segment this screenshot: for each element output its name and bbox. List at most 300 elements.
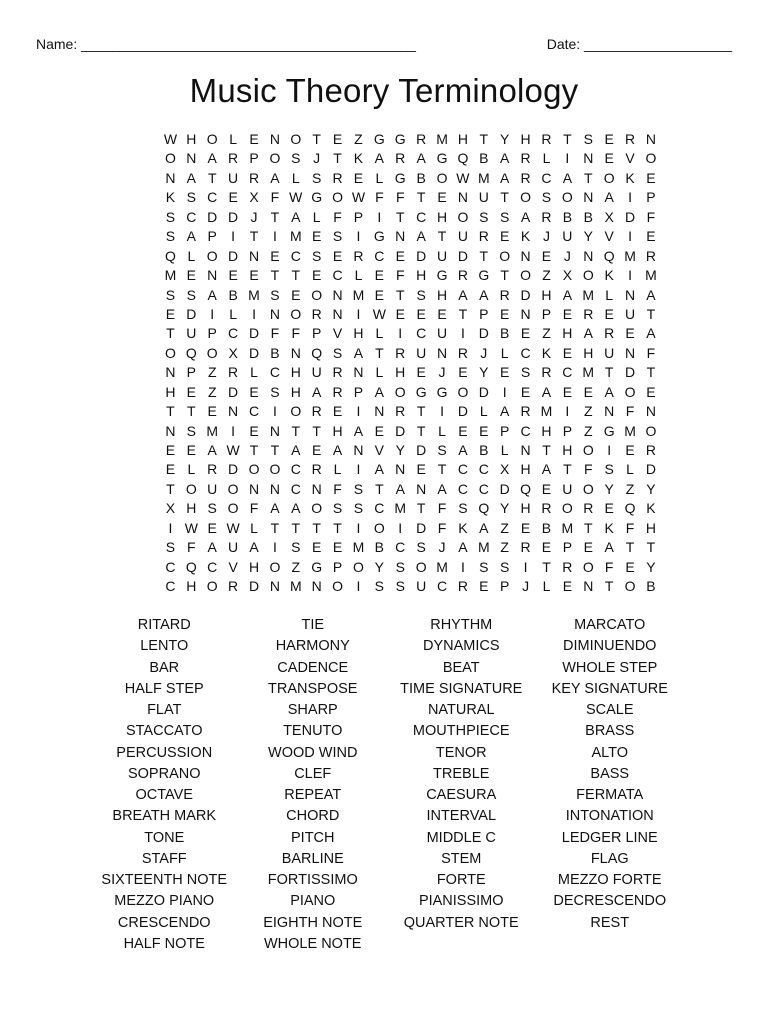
- grid-letter[interactable]: L: [542, 150, 551, 167]
- grid-letter[interactable]: S: [479, 558, 489, 575]
- grid-letter[interactable]: D: [416, 247, 427, 264]
- grid-letter[interactable]: A: [604, 539, 614, 556]
- grid-letter[interactable]: H: [332, 422, 343, 439]
- grid-letter[interactable]: I: [565, 150, 570, 167]
- grid-letter[interactable]: D: [248, 325, 260, 342]
- grid-letter[interactable]: E: [500, 228, 510, 245]
- grid-letter[interactable]: C: [416, 208, 427, 225]
- grid-letter[interactable]: P: [207, 228, 217, 245]
- grid-letter[interactable]: T: [479, 247, 489, 264]
- grid-letter[interactable]: R: [395, 344, 406, 361]
- grid-letter[interactable]: S: [165, 228, 176, 245]
- grid-letter[interactable]: F: [395, 267, 405, 284]
- grid-letter[interactable]: E: [395, 247, 405, 264]
- grid-letter[interactable]: E: [374, 422, 385, 439]
- grid-letter[interactable]: S: [165, 208, 176, 225]
- grid-letter[interactable]: O: [520, 189, 532, 206]
- grid-letter[interactable]: L: [438, 422, 446, 439]
- grid-letter[interactable]: R: [248, 169, 260, 186]
- grid-letter[interactable]: U: [604, 344, 615, 361]
- grid-letter[interactable]: Q: [457, 150, 469, 167]
- grid-letter[interactable]: K: [458, 519, 468, 536]
- grid-letter[interactable]: Z: [291, 558, 301, 575]
- grid-letter[interactable]: N: [395, 461, 406, 478]
- grid-letter[interactable]: I: [356, 403, 361, 420]
- grid-letter[interactable]: I: [231, 422, 236, 439]
- grid-letter[interactable]: T: [542, 558, 551, 575]
- grid-letter[interactable]: E: [186, 383, 196, 400]
- grid-letter[interactable]: H: [645, 519, 656, 536]
- grid-letter[interactable]: O: [373, 519, 385, 536]
- grid-letter[interactable]: E: [374, 267, 385, 284]
- grid-letter[interactable]: S: [353, 480, 364, 497]
- grid-letter[interactable]: A: [270, 169, 280, 186]
- grid-letter[interactable]: U: [457, 228, 468, 245]
- grid-letter[interactable]: N: [416, 480, 427, 497]
- grid-letter[interactable]: D: [395, 422, 406, 439]
- grid-letter[interactable]: M: [164, 267, 177, 284]
- grid-letter[interactable]: D: [457, 403, 468, 420]
- grid-letter[interactable]: R: [583, 305, 594, 322]
- grid-letter[interactable]: J: [480, 344, 488, 361]
- grid-letter[interactable]: S: [416, 286, 426, 303]
- grid-letter[interactable]: O: [332, 189, 344, 206]
- grid-letter[interactable]: Q: [624, 500, 636, 517]
- grid-letter[interactable]: B: [374, 539, 385, 556]
- grid-letter[interactable]: L: [291, 169, 300, 186]
- grid-letter[interactable]: I: [252, 305, 256, 322]
- grid-letter[interactable]: N: [269, 480, 280, 497]
- grid-letter[interactable]: T: [479, 131, 489, 147]
- grid-letter[interactable]: E: [479, 422, 489, 439]
- grid-letter[interactable]: H: [520, 131, 531, 147]
- grid-letter[interactable]: E: [479, 578, 489, 595]
- grid-letter[interactable]: G: [436, 383, 448, 400]
- grid-letter[interactable]: S: [291, 150, 301, 167]
- grid-letter[interactable]: O: [248, 461, 260, 478]
- grid-letter[interactable]: N: [248, 247, 260, 264]
- grid-letter[interactable]: E: [562, 305, 573, 322]
- grid-letter[interactable]: S: [270, 286, 280, 303]
- grid-letter[interactable]: X: [249, 189, 259, 206]
- grid-letter[interactable]: Z: [354, 131, 363, 147]
- grid-letter[interactable]: W: [184, 519, 198, 536]
- grid-letter[interactable]: Z: [207, 364, 217, 381]
- grid-letter[interactable]: M: [206, 422, 219, 439]
- grid-letter[interactable]: H: [248, 558, 260, 575]
- grid-letter[interactable]: E: [353, 169, 364, 186]
- grid-letter[interactable]: D: [624, 208, 636, 225]
- grid-letter[interactable]: U: [416, 344, 427, 361]
- grid-letter[interactable]: E: [625, 558, 635, 575]
- grid-letter[interactable]: L: [187, 247, 196, 264]
- grid-letter[interactable]: F: [333, 208, 342, 225]
- grid-letter[interactable]: E: [374, 286, 385, 303]
- grid-letter[interactable]: T: [166, 325, 175, 342]
- grid-letter[interactable]: E: [500, 305, 510, 322]
- grid-letter[interactable]: E: [646, 169, 656, 186]
- grid-letter[interactable]: M: [394, 500, 407, 517]
- grid-letter[interactable]: O: [520, 267, 532, 284]
- grid-letter[interactable]: Y: [583, 228, 593, 245]
- grid-letter[interactable]: R: [520, 169, 531, 186]
- grid-letter[interactable]: N: [520, 305, 531, 322]
- grid-letter[interactable]: C: [416, 325, 427, 342]
- grid-letter[interactable]: I: [272, 403, 277, 420]
- grid-letter[interactable]: R: [520, 403, 531, 420]
- grid-letter[interactable]: T: [249, 442, 259, 458]
- grid-letter[interactable]: R: [478, 228, 489, 245]
- grid-letter[interactable]: D: [186, 305, 197, 322]
- date-field[interactable]: Date: ___________________: [546, 36, 732, 52]
- grid-letter[interactable]: L: [542, 578, 551, 595]
- grid-letter[interactable]: D: [248, 344, 260, 361]
- grid-letter[interactable]: T: [458, 305, 468, 322]
- grid-letter[interactable]: U: [624, 305, 636, 322]
- grid-letter[interactable]: D: [228, 461, 239, 478]
- grid-letter[interactable]: E: [604, 131, 614, 147]
- grid-letter[interactable]: I: [523, 558, 528, 575]
- grid-letter[interactable]: G: [394, 169, 406, 186]
- grid-letter[interactable]: Y: [500, 500, 510, 517]
- grid-letter[interactable]: E: [520, 325, 531, 342]
- grid-letter[interactable]: H: [290, 383, 301, 400]
- grid-letter[interactable]: T: [416, 189, 426, 206]
- grid-letter[interactable]: C: [165, 578, 176, 595]
- grid-letter[interactable]: M: [352, 539, 365, 556]
- grid-letter[interactable]: S: [374, 578, 385, 595]
- grid-letter[interactable]: R: [541, 208, 552, 225]
- grid-letter[interactable]: T: [500, 189, 509, 206]
- grid-letter[interactable]: A: [353, 344, 364, 361]
- grid-letter[interactable]: K: [541, 344, 552, 361]
- grid-letter[interactable]: T: [312, 131, 321, 147]
- grid-letter[interactable]: K: [604, 267, 614, 284]
- grid-letter[interactable]: S: [604, 461, 614, 478]
- grid-letter[interactable]: D: [478, 383, 489, 400]
- grid-letter[interactable]: J: [542, 228, 550, 245]
- grid-letter[interactable]: R: [228, 364, 239, 381]
- grid-letter[interactable]: A: [312, 383, 322, 400]
- grid-letter[interactable]: N: [228, 403, 239, 420]
- grid-letter[interactable]: W: [226, 442, 240, 458]
- grid-letter[interactable]: S: [353, 500, 364, 517]
- grid-letter[interactable]: T: [312, 519, 321, 536]
- grid-letter[interactable]: S: [270, 383, 280, 400]
- grid-letter[interactable]: F: [625, 519, 635, 536]
- grid-letter[interactable]: Z: [207, 383, 217, 400]
- grid-letter[interactable]: T: [437, 461, 447, 478]
- grid-letter[interactable]: R: [645, 247, 656, 264]
- grid-letter[interactable]: A: [395, 480, 405, 497]
- grid-letter[interactable]: Q: [165, 247, 176, 264]
- grid-letter[interactable]: E: [541, 539, 552, 556]
- grid-letter[interactable]: R: [228, 150, 239, 167]
- grid-letter[interactable]: O: [561, 189, 573, 206]
- grid-letter[interactable]: P: [207, 325, 217, 342]
- grid-letter[interactable]: O: [582, 442, 594, 458]
- grid-letter[interactable]: R: [332, 169, 343, 186]
- grid-letter[interactable]: T: [270, 442, 280, 458]
- grid-letter[interactable]: C: [290, 480, 301, 497]
- grid-letter[interactable]: O: [415, 558, 427, 575]
- grid-letter[interactable]: S: [186, 286, 196, 303]
- grid-letter[interactable]: H: [416, 267, 427, 284]
- grid-letter[interactable]: S: [332, 500, 343, 517]
- grid-letter[interactable]: F: [333, 480, 342, 497]
- grid-letter[interactable]: O: [206, 344, 218, 361]
- grid-letter[interactable]: N: [624, 286, 636, 303]
- grid-letter[interactable]: Q: [185, 558, 197, 575]
- grid-letter[interactable]: T: [625, 539, 635, 556]
- grid-letter[interactable]: R: [457, 578, 468, 595]
- grid-letter[interactable]: U: [436, 247, 448, 264]
- grid-letter[interactable]: M: [582, 286, 595, 303]
- grid-letter[interactable]: W: [226, 519, 240, 536]
- grid-letter[interactable]: I: [272, 539, 277, 556]
- grid-letter[interactable]: O: [561, 500, 573, 517]
- grid-letter[interactable]: O: [436, 169, 448, 186]
- grid-letter[interactable]: B: [541, 519, 552, 536]
- grid-letter[interactable]: T: [563, 461, 572, 478]
- grid-letter[interactable]: O: [645, 422, 657, 439]
- grid-letter[interactable]: Z: [542, 325, 551, 342]
- grid-letter[interactable]: E: [332, 539, 343, 556]
- grid-letter[interactable]: A: [604, 383, 614, 400]
- grid-letter[interactable]: F: [437, 519, 447, 536]
- grid-letter[interactable]: S: [332, 228, 343, 245]
- grid-letter[interactable]: D: [228, 247, 239, 264]
- grid-letter[interactable]: E: [458, 422, 468, 439]
- grid-letter[interactable]: L: [229, 305, 238, 322]
- grid-letter[interactable]: X: [604, 208, 614, 225]
- grid-letter[interactable]: A: [416, 150, 426, 167]
- grid-letter[interactable]: I: [628, 228, 632, 245]
- grid-letter[interactable]: U: [228, 539, 239, 556]
- grid-letter[interactable]: Z: [583, 403, 593, 420]
- grid-letter[interactable]: O: [582, 480, 594, 497]
- grid-letter[interactable]: S: [186, 189, 196, 206]
- grid-letter[interactable]: R: [457, 344, 468, 361]
- grid-letter[interactable]: N: [395, 228, 406, 245]
- grid-letter[interactable]: A: [374, 150, 385, 167]
- grid-letter[interactable]: T: [333, 150, 342, 167]
- grid-letter[interactable]: O: [311, 286, 323, 303]
- grid-letter[interactable]: F: [604, 558, 614, 575]
- grid-letter[interactable]: O: [290, 305, 302, 322]
- grid-letter[interactable]: R: [332, 364, 343, 381]
- grid-letter[interactable]: C: [332, 267, 343, 284]
- grid-letter[interactable]: O: [645, 150, 657, 167]
- grid-letter[interactable]: W: [163, 131, 178, 147]
- grid-letter[interactable]: G: [415, 383, 427, 400]
- grid-letter[interactable]: R: [395, 403, 406, 420]
- grid-letter[interactable]: J: [250, 208, 258, 225]
- grid-letter[interactable]: R: [520, 539, 531, 556]
- grid-letter[interactable]: N: [645, 403, 656, 420]
- grid-letter[interactable]: L: [187, 461, 196, 478]
- grid-letter[interactable]: T: [207, 169, 217, 186]
- grid-letter[interactable]: C: [478, 461, 489, 478]
- grid-letter[interactable]: I: [377, 208, 382, 225]
- grid-letter[interactable]: T: [291, 422, 301, 439]
- grid-letter[interactable]: T: [604, 578, 614, 595]
- grid-letter[interactable]: B: [270, 344, 280, 361]
- grid-letter[interactable]: S: [332, 344, 343, 361]
- grid-letter[interactable]: N: [353, 442, 364, 458]
- grid-letter[interactable]: H: [165, 383, 176, 400]
- grid-letter[interactable]: N: [457, 189, 468, 206]
- grid-letter[interactable]: M: [624, 422, 636, 439]
- grid-letter[interactable]: E: [312, 539, 322, 556]
- grid-letter[interactable]: E: [291, 286, 301, 303]
- grid-letter[interactable]: S: [479, 208, 489, 225]
- grid-letter[interactable]: L: [250, 519, 258, 536]
- grid-letter[interactable]: J: [438, 539, 446, 556]
- grid-letter[interactable]: E: [520, 519, 531, 536]
- grid-letter[interactable]: V: [374, 442, 385, 458]
- grid-letter[interactable]: E: [583, 383, 593, 400]
- grid-letter[interactable]: S: [186, 422, 196, 439]
- grid-letter[interactable]: R: [395, 150, 406, 167]
- grid-letter[interactable]: X: [228, 344, 238, 361]
- grid-letter[interactable]: M: [624, 247, 636, 264]
- grid-letter[interactable]: A: [416, 228, 426, 245]
- grid-letter[interactable]: U: [416, 578, 427, 595]
- grid-letter[interactable]: I: [356, 305, 361, 322]
- grid-letter[interactable]: R: [207, 461, 218, 478]
- grid-letter[interactable]: F: [375, 189, 384, 206]
- grid-letter[interactable]: S: [500, 558, 510, 575]
- grid-letter[interactable]: E: [312, 228, 322, 245]
- grid-letter[interactable]: D: [416, 519, 427, 536]
- grid-letter[interactable]: E: [604, 500, 614, 517]
- grid-letter[interactable]: J: [438, 364, 446, 381]
- grid-letter[interactable]: C: [165, 558, 176, 575]
- grid-letter[interactable]: E: [625, 325, 635, 342]
- grid-letter[interactable]: T: [395, 286, 405, 303]
- grid-letter[interactable]: R: [228, 578, 239, 595]
- grid-letter[interactable]: H: [353, 325, 364, 342]
- grid-letter[interactable]: A: [186, 228, 196, 245]
- grid-letter[interactable]: E: [228, 267, 238, 284]
- grid-letter[interactable]: L: [229, 131, 238, 147]
- grid-letter[interactable]: C: [395, 539, 406, 556]
- grid-letter[interactable]: E: [520, 383, 531, 400]
- grid-letter[interactable]: Y: [479, 364, 489, 381]
- grid-letter[interactable]: G: [373, 131, 385, 147]
- grid-letter[interactable]: I: [210, 305, 215, 322]
- grid-letter[interactable]: N: [583, 247, 594, 264]
- grid-letter[interactable]: N: [311, 480, 322, 497]
- grid-letter[interactable]: Q: [478, 500, 490, 517]
- grid-letter[interactable]: P: [562, 422, 573, 439]
- grid-letter[interactable]: C: [436, 578, 448, 595]
- grid-letter[interactable]: O: [206, 578, 218, 595]
- grid-letter[interactable]: N: [520, 442, 531, 458]
- grid-letter[interactable]: I: [272, 228, 277, 245]
- grid-letter[interactable]: A: [520, 208, 531, 225]
- grid-letter[interactable]: Z: [583, 422, 593, 439]
- grid-letter[interactable]: Q: [185, 344, 197, 361]
- grid-letter[interactable]: S: [312, 247, 322, 264]
- grid-letter[interactable]: J: [313, 150, 321, 167]
- grid-letter[interactable]: O: [269, 461, 281, 478]
- grid-letter[interactable]: H: [541, 422, 552, 439]
- grid-letter[interactable]: B: [646, 578, 656, 595]
- grid-letter[interactable]: R: [416, 131, 427, 147]
- grid-letter[interactable]: G: [394, 131, 406, 147]
- grid-letter[interactable]: E: [562, 578, 573, 595]
- grid-letter[interactable]: E: [541, 480, 552, 497]
- grid-letter[interactable]: F: [270, 189, 280, 206]
- grid-letter[interactable]: B: [228, 286, 238, 303]
- grid-letter[interactable]: E: [186, 267, 196, 284]
- grid-letter[interactable]: M: [645, 267, 657, 284]
- grid-letter[interactable]: A: [374, 461, 385, 478]
- grid-letter[interactable]: E: [270, 247, 280, 264]
- grid-letter[interactable]: I: [460, 325, 465, 342]
- grid-letter[interactable]: S: [541, 189, 552, 206]
- grid-letter[interactable]: H: [186, 131, 197, 147]
- grid-letter[interactable]: B: [479, 442, 489, 458]
- grid-letter[interactable]: O: [457, 208, 469, 225]
- grid-letter[interactable]: N: [604, 403, 615, 420]
- grid-letter[interactable]: Q: [311, 344, 323, 361]
- grid-letter[interactable]: E: [207, 403, 217, 420]
- grid-letter[interactable]: H: [541, 286, 552, 303]
- grid-letter[interactable]: C: [186, 208, 197, 225]
- grid-letter[interactable]: Q: [520, 480, 532, 497]
- grid-letter[interactable]: N: [311, 578, 322, 595]
- grid-letter[interactable]: H: [457, 131, 468, 147]
- grid-letter[interactable]: H: [583, 344, 594, 361]
- grid-letter[interactable]: F: [249, 500, 259, 517]
- grid-letter[interactable]: L: [605, 286, 614, 303]
- grid-letter[interactable]: G: [373, 228, 385, 245]
- grid-letter[interactable]: T: [604, 364, 614, 381]
- grid-letter[interactable]: P: [249, 150, 259, 167]
- grid-letter[interactable]: E: [249, 267, 259, 284]
- grid-letter[interactable]: O: [165, 150, 176, 167]
- grid-letter[interactable]: S: [458, 500, 468, 517]
- grid-letter[interactable]: H: [520, 500, 531, 517]
- grid-letter[interactable]: N: [269, 578, 280, 595]
- grid-letter[interactable]: B: [583, 208, 593, 225]
- grid-letter[interactable]: P: [353, 383, 364, 400]
- grid-letter[interactable]: E: [416, 461, 426, 478]
- grid-letter[interactable]: S: [395, 578, 405, 595]
- grid-letter[interactable]: Z: [500, 519, 509, 536]
- grid-letter[interactable]: U: [228, 169, 239, 186]
- grid-letter[interactable]: N: [353, 364, 364, 381]
- grid-letter[interactable]: A: [458, 286, 468, 303]
- grid-letter[interactable]: T: [375, 480, 384, 497]
- grid-letter[interactable]: T: [583, 519, 593, 536]
- grid-letter[interactable]: O: [582, 558, 594, 575]
- grid-letter[interactable]: D: [478, 325, 489, 342]
- grid-letter[interactable]: O: [269, 558, 281, 575]
- grid-letter[interactable]: P: [541, 305, 552, 322]
- grid-letter[interactable]: H: [436, 286, 448, 303]
- grid-letter[interactable]: O: [603, 169, 615, 186]
- grid-letter[interactable]: M: [540, 403, 553, 420]
- grid-letter[interactable]: E: [332, 403, 343, 420]
- grid-letter[interactable]: C: [248, 403, 260, 420]
- grid-letter[interactable]: T: [646, 364, 656, 381]
- grid-letter[interactable]: A: [479, 286, 489, 303]
- grid-letter[interactable]: R: [499, 286, 510, 303]
